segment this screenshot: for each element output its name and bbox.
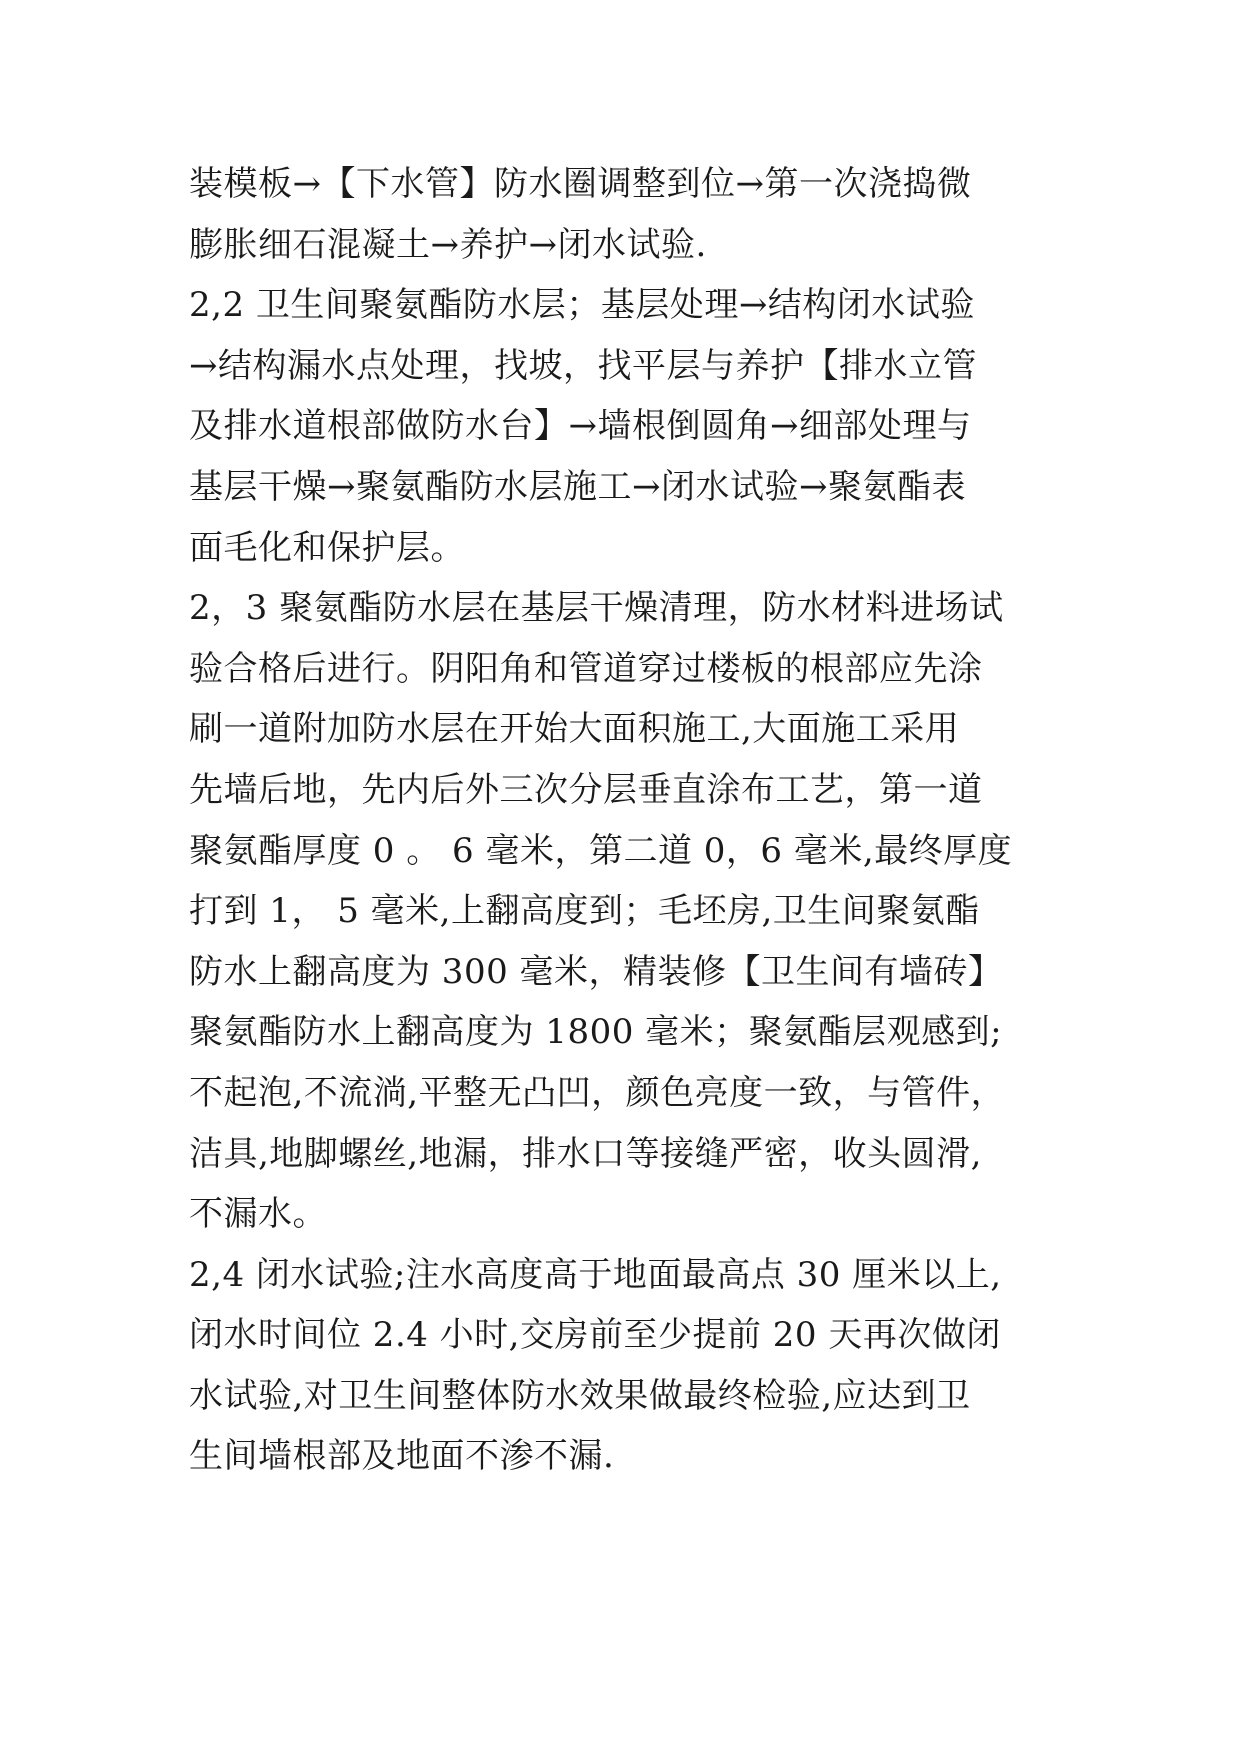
- text-line: 2，3 聚氨酯防水层在基层干燥清理，防水材料进场试: [189, 588, 1004, 629]
- text-line: 验合格后进行。阴阳角和管道穿过楼板的根部应先涂: [189, 648, 983, 689]
- text-line: 2,4 闭水试验;注水高度高于地面最高点 30 厘米以上,: [189, 1254, 1002, 1295]
- text-line: 聚氨酯防水上翻高度为 1800 毫米；聚氨酯层观感到;: [189, 1012, 1003, 1053]
- text-line: 闭水时间位 2.4 小时,交房前至少提前 20 天再次做闭: [189, 1315, 1001, 1356]
- text-line: 生间墙根部及地面不渗不漏.: [189, 1436, 615, 1477]
- text-line: 打到 1， 5 毫米,上翻高度到；毛坯房,卫生间聚氨酯: [189, 891, 980, 932]
- text-line: 聚氨酯厚度 0 。 6 毫米，第二道 0，6 毫米,最终厚度: [189, 830, 1013, 871]
- text-line: 不起泡,不流淌,平整无凸凹，颜色亮度一致，与管件，: [189, 1072, 1006, 1113]
- text-line: 装模板→【下水管】防水圈调整到位→第一次浇捣微: [189, 164, 972, 204]
- text-line: 刷一道附加防水层在开始大面积施工,大面施工采用: [189, 709, 960, 750]
- text-line: 面毛化和保护层。: [189, 527, 465, 568]
- text-line: 洁具,地脚螺丝,地漏，排水口等接缝严密，收头圆滑,: [189, 1133, 982, 1174]
- text-line: →结构漏水点处理，找坡，找平层与养护【排水立管: [189, 345, 977, 386]
- text-line: 膨胀细石混凝土→养护→闭水试验.: [189, 224, 707, 265]
- text-line: 及排水道根部做防水台】→墙根倒圆角→细部处理与: [189, 406, 972, 447]
- text-line: 水试验,对卫生间整体防水效果做最终检验,应达到卫: [189, 1375, 971, 1416]
- body-text: [189, 154, 1069, 1487]
- text-line: 2,2 卫生间聚氨酯防水层；基层处理→结构闭水试验: [189, 285, 975, 326]
- text-line: 防水上翻高度为 300 毫米，精装修【卫生间有墙砖】: [189, 951, 1003, 992]
- text-line: 基层干燥→聚氨酯防水层施工→闭水试验→聚氨酯表: [189, 466, 966, 507]
- text-line: 不漏水。: [189, 1194, 327, 1235]
- text-line: 先墙后地，先内后外三次分层垂直涂布工艺，第一道: [189, 769, 983, 810]
